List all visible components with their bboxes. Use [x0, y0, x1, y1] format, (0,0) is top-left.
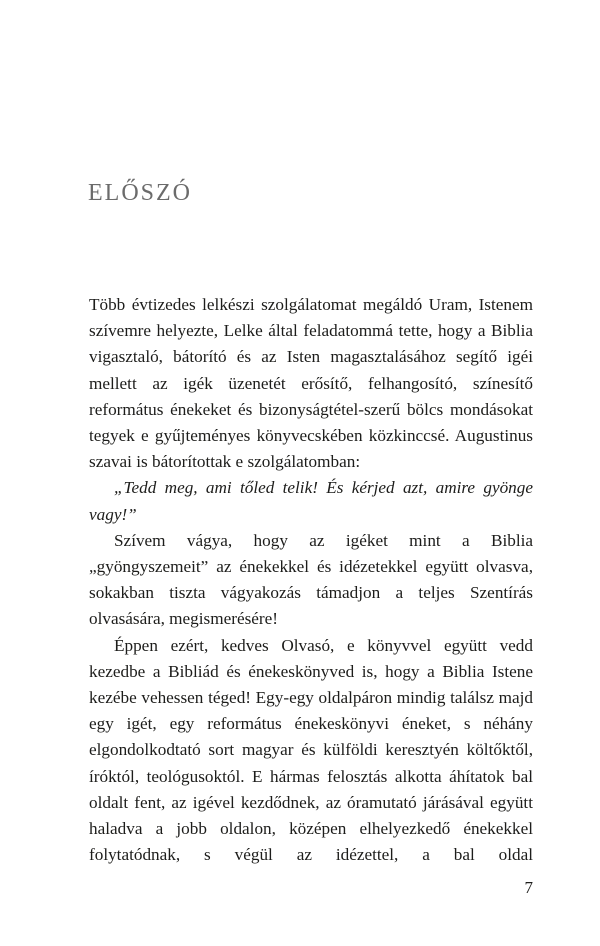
body-text	[89, 292, 533, 868]
chapter-title: ELŐSZÓ	[88, 180, 192, 206]
paragraph-desire: Szívem vágya, hogy az igéket mint a Biblia „gyöngyszemeit” az énekekkel és idézetekkel együtt olvasva, sokakban tiszta vágyakozás támadjon a teljes Szentírás olvasására, megismerésére!	[89, 530, 533, 629]
page-number: 7	[524, 878, 533, 897]
paragraph-intro: Több évtizedes lelkészi szolgálatomat megáldó Uram, Istenem szívemre helyezte, Lelke által feladatommá tette, hogy a Biblia vigasztaló, bátorító és az Isten magasztalásához segítő igéi mellett az igék üzenetét erősítő, felhangosító, színesítő református énekeket és bizonyságtétel-szerű bölcs mondásokat tegyek e gyűjteményes könyvecskében közkinccsé. Augustinus szavai is bátorítottak e szolgálatomban:	[89, 295, 533, 472]
augustinus-quote: „Tedd meg, ami tőled telik! És kérjed azt, amire gyönge vagy!”	[89, 478, 533, 524]
paragraph-reader: Éppen ezért, kedves Olvasó, e könyvvel együtt vedd kezedbe a Bibliád és énekeskönyved is, hogy a Biblia Istene kezébe vehessen téged! Egy-egy oldalpáron mindig találsz majd egy igét, egy református énekeskönyvi éneket, s néhány elgondolkodtató sort magyar és külföldi keresztyén költőktől, íróktól, teológusoktól. E hármas felosztás alkotta áhítatok bal oldalt fent, az igével kezdődnek, az óramutató járásával együtt haladva a jobb oldalon, középen elhelyezkedő énekekkel folytatódnak, s végül az idézettel, a bal oldal	[89, 635, 533, 865]
